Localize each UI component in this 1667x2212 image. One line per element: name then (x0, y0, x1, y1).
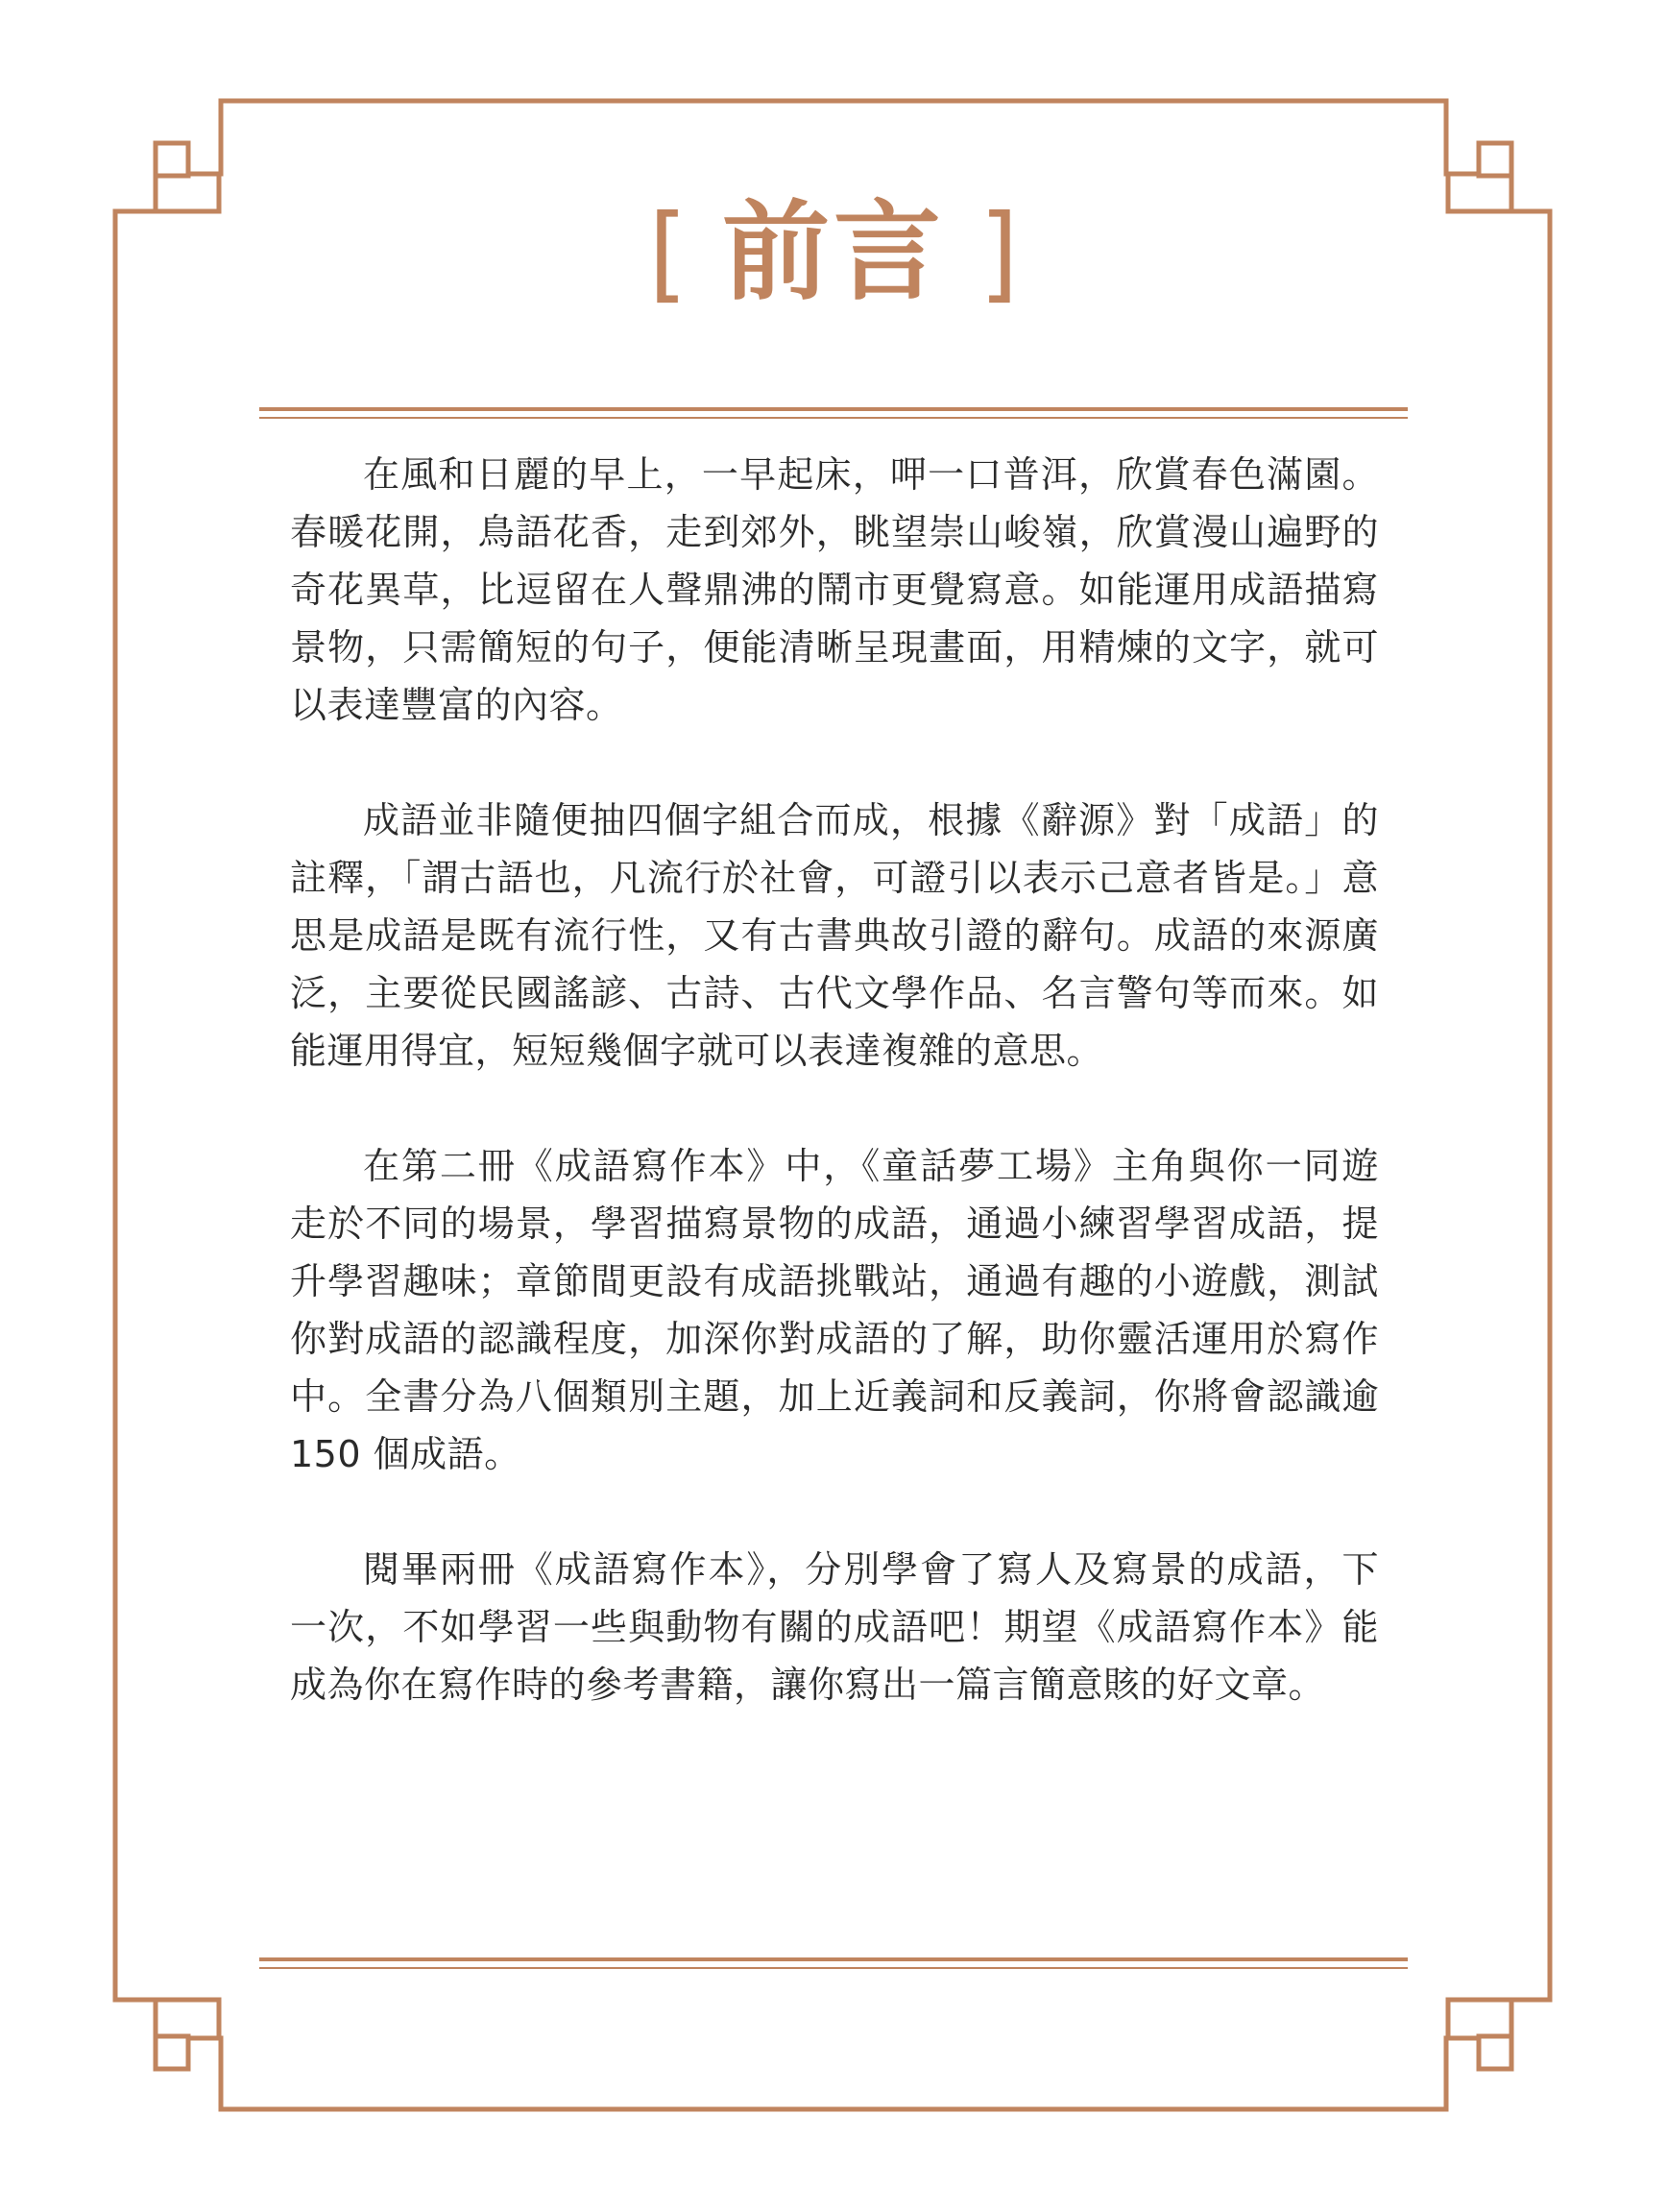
title-text: 前言 (722, 190, 945, 315)
page-title (0, 190, 1667, 315)
paragraph-4: 閱畢兩冊《成語寫作本》，分別學會了寫人及寫景的成語，下一次，不如學習一些與動物有關的成語吧！期望《成語寫作本》能成為你在寫作時的參考書籍，讓你寫出一篇言簡意賅的好文章。 (290, 1548, 1379, 1706)
title-close-bracket: ] (979, 190, 1019, 315)
bottom-divider (259, 1957, 1408, 1969)
paragraph-1: 在風和日麗的早上，一早起床，呷一口普洱，欣賞春色滿園。春暖花開，鳥語花香，走到郊外，眺望崇山峻嶺，欣賞漫山遍野的奇花異草，比逗留在人聲鼎沸的鬧市更覺寫意。如能運用成語描寫景物，只需簡短的句子，便能清晰呈現畫面，用精煉的文字，就可以表達豐富的內容。 (290, 453, 1379, 726)
top-divider (259, 407, 1408, 419)
paragraph-2: 成語並非隨便抽四個字組合而成，根據《辭源》對「成語」的註釋，「謂古語也，凡流行於社會，可證引以表示己意者皆是。」意思是成語是既有流行性，又有古書典故引證的辭句。成語的來源廣泛，主要從民國謠諺、古詩、古代文學作品、名言警句等而來。如能運用得宜，短短幾個字就可以表達複雜的意思。 (290, 799, 1379, 1072)
preface-body (290, 446, 1379, 1771)
title-open-bracket: [ (648, 190, 688, 315)
paragraph-3: 在第二冊《成語寫作本》中，《童話夢工場》主角與你一同遊走於不同的場景，學習描寫景物的成語，通過小練習學習成語，提升學習趣味；章節間更設有成語挑戰站，通過有趣的小遊戲，測試你對成語的認識程度，加深你對成語的了解，助你靈活運用於寫作中。全書分為八個類別主題，加上近義詞和反義詞，你將會認識逾 150 個成語。 (290, 1145, 1379, 1475)
